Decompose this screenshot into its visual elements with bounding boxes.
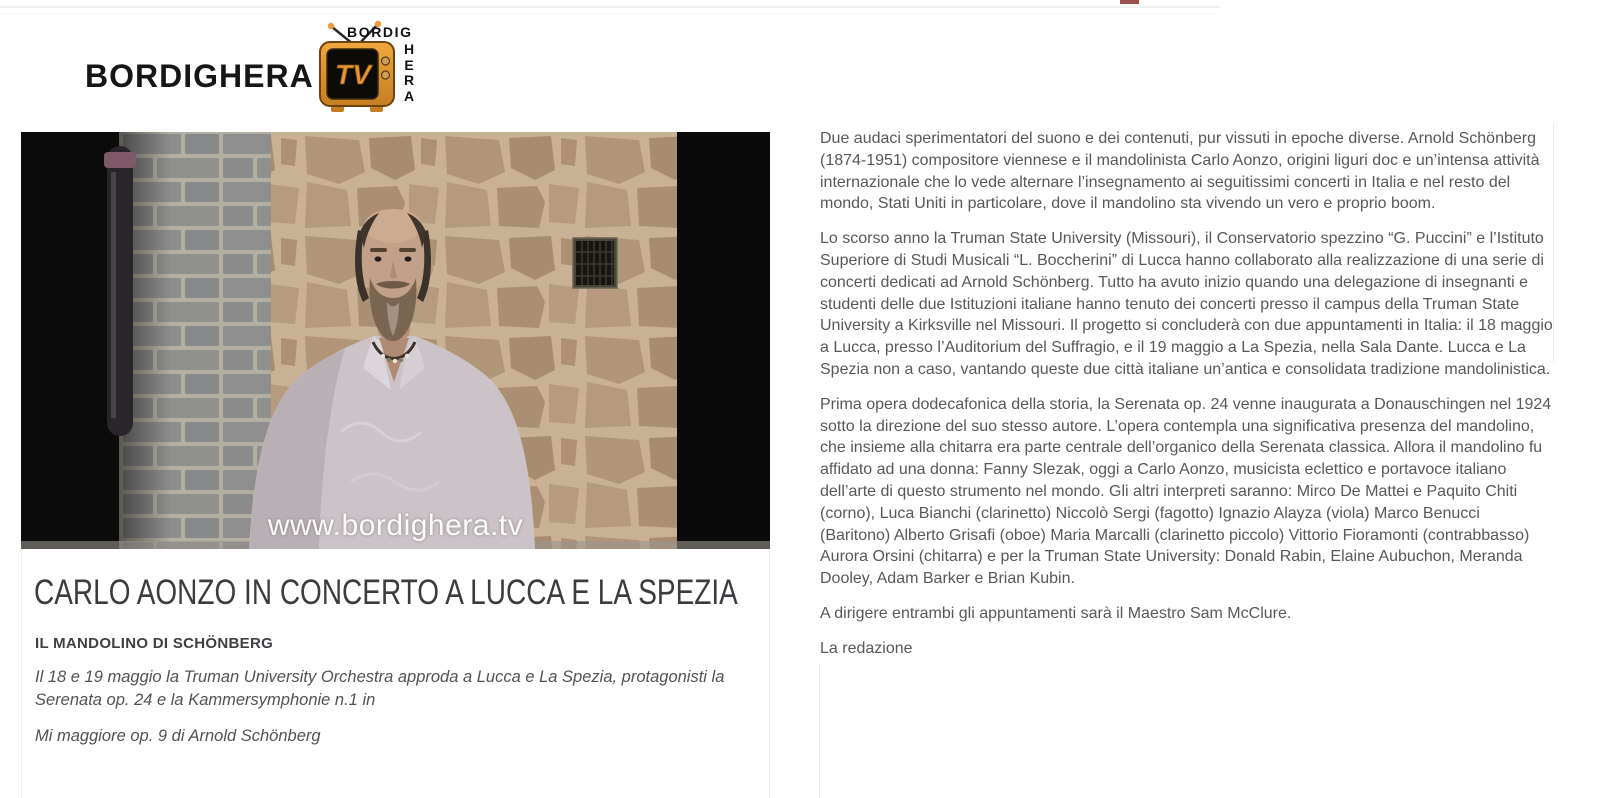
logo-stack-letter: A xyxy=(404,87,415,104)
article-paragraph: Lo scorso anno la Truman State University (Missouri), il Conservatorio spezzino “G. Puccini” e l’Istituto Superiore di Studi Musicali “L. Boccherini” di Lucca hanno collaborato alla realizzazione di una serie di concerti dedicati ad Arnold Schönberg. Tutto ha avuto inizio quando una delegazione di insegnanti e studenti delle due Istituzioni italiane hanno tenuto dei concerti presso il campus della Truman State University a Kirksville nel Missouri. Il progetto si concluderà con due appuntamenti in Italia: il 18 maggio a Lucca, presso l’Auditorium del Suffragio, e il 19 maggio a La Spezia, nella Sala Dante. Lucca e La Spezia non a caso, vantando queste due città italiane un’antica e consolidata tradizione mandolinistica. xyxy=(820,230,1553,378)
site-logo[interactable] xyxy=(85,20,425,118)
article-paragraph: La redazione xyxy=(820,639,913,657)
article-lede-line: Mi maggiore op. 9 di Arnold Schönberg xyxy=(35,727,321,745)
logo-stack-top: BORDIG xyxy=(347,24,413,40)
svg-text:TV: TV xyxy=(335,59,371,90)
logo-stack-letter: E xyxy=(404,56,414,73)
logo-wordmark: BORDIGHERA xyxy=(85,58,314,94)
article-lede-line: Il 18 e 19 maggio la Truman University Orchestra approda a Lucca e La Spezia, protagonisti la Serenata op. 24 e la Kammersymphonie n.1 in xyxy=(35,668,725,709)
logo-stack-letter: H xyxy=(404,41,415,57)
article-paragraph: Prima opera dodecafonica della storia, la Serenata op. 24 venne inaugurata a Donauschingen nel 1924 sotto la direzione del suo stesso autore. L’opera contempla una significativa presenza del mandolino, che insieme alla chitarra era parte centrale dell’organico della Serenata classica. Allora il mandolino fu affidato ad una donna: Fanny Slezak, oggi a Carlo Aonzo, musicista eclettico e portavoce italiano dell’arte di questo strumento nel mondo. Gli altri interpreti saranno: Mirco De Mattei e Paquito Chiti (corno), Luca Bianchi (clarinetto) Niccolò Sergi (fagotto) Ignazio Alayza (viola) Marco Benucci (Baritono) Alberto Grisafi (oboe) Maria Marcalli (clarinetto piccolo) Vittorio Fioramonti (contrabbasso) Aurora Orsini (chitarra) e per la Truman State University: Donald Rabin, Elaine Aubuchon, Meranda Dooley, Adam Barker e Brian Kubin. xyxy=(820,395,1552,588)
article-subtitle: IL MANDOLINO DI SCHÖNBERG xyxy=(35,635,274,652)
article-title: CARLO AONZO IN CONCERTO A LUCCA E LA SPEZIA xyxy=(34,573,738,612)
nav-accent-fragment xyxy=(1120,0,1139,4)
logo-stack-letter: R xyxy=(404,72,415,88)
article-summary-card xyxy=(21,549,770,798)
article-paragraph: Due audaci sperimentatori del suono e dei contenuti, pur vissuti in epoche diverse. Arnold Schönberg (1874-1951) compositore viennese e il mandolinista Carlo Aonzo, origini liguri doc e un’intensa attività internazionale che lo vede alternare l’insegnamento ai seguitissimi concerti in Italia e nel resto del mondo, Stati Uniti in particolare, dove il mandolino sta vivendo un vero e proprio boom. xyxy=(820,130,1540,213)
top-divider xyxy=(0,6,1220,8)
top-divider-secondary xyxy=(0,13,1220,14)
logo-stack-letters xyxy=(404,42,414,104)
bottom-column-divider xyxy=(819,663,820,798)
right-column-divider xyxy=(1553,122,1554,362)
photo-watermark: www.bordighera.tv xyxy=(267,509,524,542)
article-video-thumbnail[interactable] xyxy=(21,132,770,549)
article-paragraph: A dirigere entrambi gli appuntamenti sarà il Maestro Sam McClure. xyxy=(820,604,1292,622)
article-body xyxy=(820,128,1554,673)
